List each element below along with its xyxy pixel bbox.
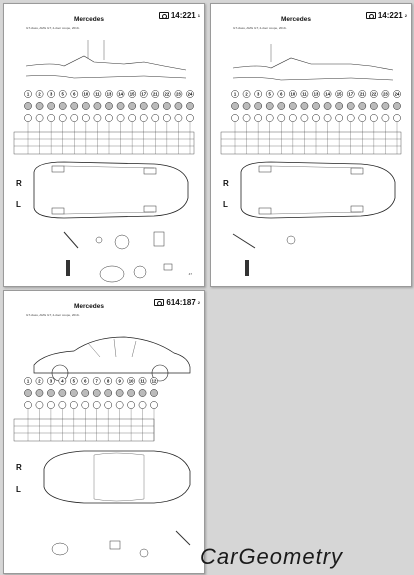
measurement-point-circle — [59, 389, 66, 396]
sheet-code-value: 614:187 — [166, 298, 196, 307]
measurement-point-label: 10 — [83, 91, 89, 97]
measurement-point-label: 24 — [394, 91, 400, 97]
page-brand: Mercedes — [74, 16, 104, 23]
measurement-point-circle — [48, 102, 55, 109]
measurement-point-circle — [127, 401, 134, 408]
measurement-point-circle — [48, 114, 55, 121]
measurement-point-circle — [186, 114, 193, 121]
measurement-point-label: 23 — [383, 91, 388, 97]
diagram-page-3 — [3, 290, 205, 574]
measurement-point-label: 8 — [107, 378, 110, 384]
measurement-point-circle — [312, 114, 319, 121]
measurement-point-circle — [336, 102, 343, 109]
measurement-point-label: 9 — [118, 378, 121, 384]
measurement-point-circle — [82, 102, 89, 109]
measurement-point-circle — [255, 114, 262, 121]
measurement-point-label: 6 — [84, 378, 87, 384]
measurement-point-circle — [82, 389, 89, 396]
watermark-logo: CarGeometry — [200, 544, 344, 569]
measurement-point-circle — [105, 114, 112, 121]
left-side-label: L — [16, 485, 21, 494]
measurement-point-circle — [152, 102, 159, 109]
measurement-point-circle — [105, 401, 112, 408]
measurement-point-circle — [231, 102, 238, 109]
measurement-point-circle — [152, 114, 159, 121]
empty-panel — [210, 290, 410, 540]
sheet-code-value: 14:221 — [170, 11, 196, 20]
measurement-point-label: 15 — [336, 91, 342, 97]
measurement-point-circle — [93, 401, 100, 408]
page-subtitle: GT-class, AMG GT, 4-door coupe, 2019- — [233, 26, 287, 30]
diagram-page-2 — [210, 3, 412, 287]
measurement-point-label: 2 — [38, 378, 41, 384]
measurement-point-label: 13 — [313, 91, 319, 97]
measurement-point-circle — [393, 102, 400, 109]
right-side-label: R — [16, 463, 22, 472]
measurement-point-label: 12 — [151, 378, 157, 384]
measurement-point-circle — [24, 401, 31, 408]
measurement-point-label: 3 — [49, 91, 53, 97]
page-brand: Mercedes — [281, 16, 311, 23]
measurement-point-circle — [117, 102, 124, 109]
measurement-point-circle — [70, 401, 77, 408]
measurement-point-circle — [59, 102, 66, 109]
measurement-point-circle — [359, 114, 366, 121]
measurement-point-circle — [150, 389, 157, 396]
measurement-point-label: 5 — [268, 91, 271, 97]
measurement-point-circle — [71, 102, 78, 109]
measurement-point-circle — [347, 102, 354, 109]
measurement-point-circle — [105, 389, 112, 396]
measurement-point-label: 6 — [280, 91, 283, 97]
measurement-point-circle — [36, 389, 43, 396]
measurement-point-circle — [347, 114, 354, 121]
measurement-point-label: 11 — [140, 378, 145, 384]
sheet-code-value: 14:221 — [377, 11, 403, 20]
measurement-point-circle — [243, 114, 250, 121]
measurement-point-circle — [255, 102, 262, 109]
page-number: 47 — [188, 272, 192, 276]
measurement-point-label: 3 — [49, 378, 53, 384]
sheet-index: 1 — [197, 13, 200, 18]
measurement-point-circle — [393, 114, 400, 121]
measurement-point-circle — [24, 102, 31, 109]
measurement-point-circle — [243, 102, 250, 109]
measurement-point-circle — [266, 102, 273, 109]
left-side-label: L — [16, 200, 21, 209]
measurement-point-circle — [289, 102, 296, 109]
measurement-point-label: 1 — [26, 378, 30, 384]
measurement-point-label: 10 — [290, 91, 296, 97]
measurement-point-label: 7 — [95, 378, 98, 384]
measurement-point-circle — [36, 102, 43, 109]
measurement-point-circle — [129, 102, 136, 109]
sheet-index: 2 — [404, 13, 407, 18]
measurement-point-circle — [186, 102, 193, 109]
measurement-point-label: 2 — [38, 91, 41, 97]
measurement-point-label: 13 — [106, 91, 112, 97]
measurement-point-circle — [140, 114, 147, 121]
measurement-point-label: 14 — [325, 91, 330, 97]
measurement-point-circle — [301, 114, 308, 121]
measurement-point-label: 5 — [61, 91, 64, 97]
measurement-point-circle — [382, 114, 389, 121]
measurement-point-circle — [163, 114, 170, 121]
measurement-point-label: 22 — [164, 91, 170, 97]
measurement-point-circle — [24, 389, 31, 396]
measurement-point-circle — [82, 401, 89, 408]
measurement-point-circle — [370, 114, 377, 121]
measurement-point-circle — [150, 401, 157, 408]
measurement-point-label: 17 — [141, 91, 147, 97]
measurement-point-circle — [24, 114, 31, 121]
measurement-point-circle — [47, 389, 54, 396]
measurement-point-circle — [231, 114, 238, 121]
left-side-label: L — [223, 200, 228, 209]
sheet-index: 2 — [197, 300, 200, 305]
measurement-point-circle — [139, 401, 146, 408]
measurement-point-circle — [47, 401, 54, 408]
measurement-point-circle — [94, 102, 101, 109]
measurement-point-label: 11 — [302, 91, 307, 97]
measurement-point-label: 5 — [72, 378, 75, 384]
measurement-point-circle — [266, 114, 273, 121]
measurement-point-circle — [324, 114, 331, 121]
measurement-point-circle — [59, 401, 66, 408]
measurement-point-circle — [127, 389, 134, 396]
measurement-point-label: 10 — [128, 378, 134, 384]
measurement-point-circle — [324, 102, 331, 109]
measurement-point-circle — [140, 102, 147, 109]
measurement-point-circle — [36, 401, 43, 408]
measurement-point-circle — [116, 401, 123, 408]
measurement-point-circle — [94, 114, 101, 121]
right-side-label: R — [223, 179, 229, 188]
measurement-point-label: 22 — [371, 91, 377, 97]
measurement-point-circle — [70, 389, 77, 396]
measurement-point-label: 14 — [118, 91, 123, 97]
measurement-point-circle — [105, 102, 112, 109]
measurement-point-circle — [163, 102, 170, 109]
measurement-point-circle — [116, 389, 123, 396]
chassis-measurement-drawing — [211, 4, 411, 286]
diagram-page-1 — [3, 3, 205, 287]
measurement-point-circle — [139, 389, 146, 396]
measurement-point-circle — [82, 114, 89, 121]
measurement-point-circle — [370, 102, 377, 109]
page-subtitle: GT-class, AMG GT, 4-door coupe, 2019- — [26, 26, 80, 30]
measurement-point-circle — [36, 114, 43, 121]
page-brand: Mercedes — [74, 303, 104, 310]
measurement-point-label: 15 — [129, 91, 135, 97]
page-subtitle: GT-class, AMG GT, 4-door coupe, 2019- — [26, 313, 80, 317]
measurement-point-circle — [129, 114, 136, 121]
measurement-point-circle — [175, 114, 182, 121]
measurement-point-circle — [336, 114, 343, 121]
measurement-point-circle — [117, 114, 124, 121]
measurement-point-circle — [59, 114, 66, 121]
measurement-point-label: 23 — [176, 91, 181, 97]
point-circle-row — [231, 90, 400, 154]
measurement-point-label: 4 — [61, 378, 64, 384]
measurement-point-label: 1 — [233, 91, 237, 97]
measurement-point-circle — [278, 114, 285, 121]
measurement-point-label: 21 — [152, 91, 158, 97]
measurement-point-label: 2 — [245, 91, 248, 97]
measurement-point-label: 24 — [187, 91, 193, 97]
measurement-point-circle — [301, 102, 308, 109]
measurement-point-circle — [175, 102, 182, 109]
measurement-point-circle — [312, 102, 319, 109]
measurement-point-label: 11 — [95, 91, 100, 97]
point-circle-row — [24, 90, 193, 154]
measurement-point-circle — [278, 102, 285, 109]
measurement-point-label: 21 — [359, 91, 365, 97]
measurement-point-circle — [382, 102, 389, 109]
measurement-point-label: 1 — [26, 91, 30, 97]
body-measurement-drawing — [4, 291, 204, 573]
chassis-measurement-drawing — [4, 4, 204, 286]
measurement-point-circle — [289, 114, 296, 121]
measurement-point-label: 17 — [348, 91, 354, 97]
measurement-point-circle — [71, 114, 78, 121]
measurement-point-label: 6 — [73, 91, 76, 97]
point-circle-row — [24, 377, 157, 441]
right-side-label: R — [16, 179, 22, 188]
measurement-point-circle — [93, 389, 100, 396]
measurement-point-circle — [359, 102, 366, 109]
measurement-point-label: 3 — [256, 91, 260, 97]
